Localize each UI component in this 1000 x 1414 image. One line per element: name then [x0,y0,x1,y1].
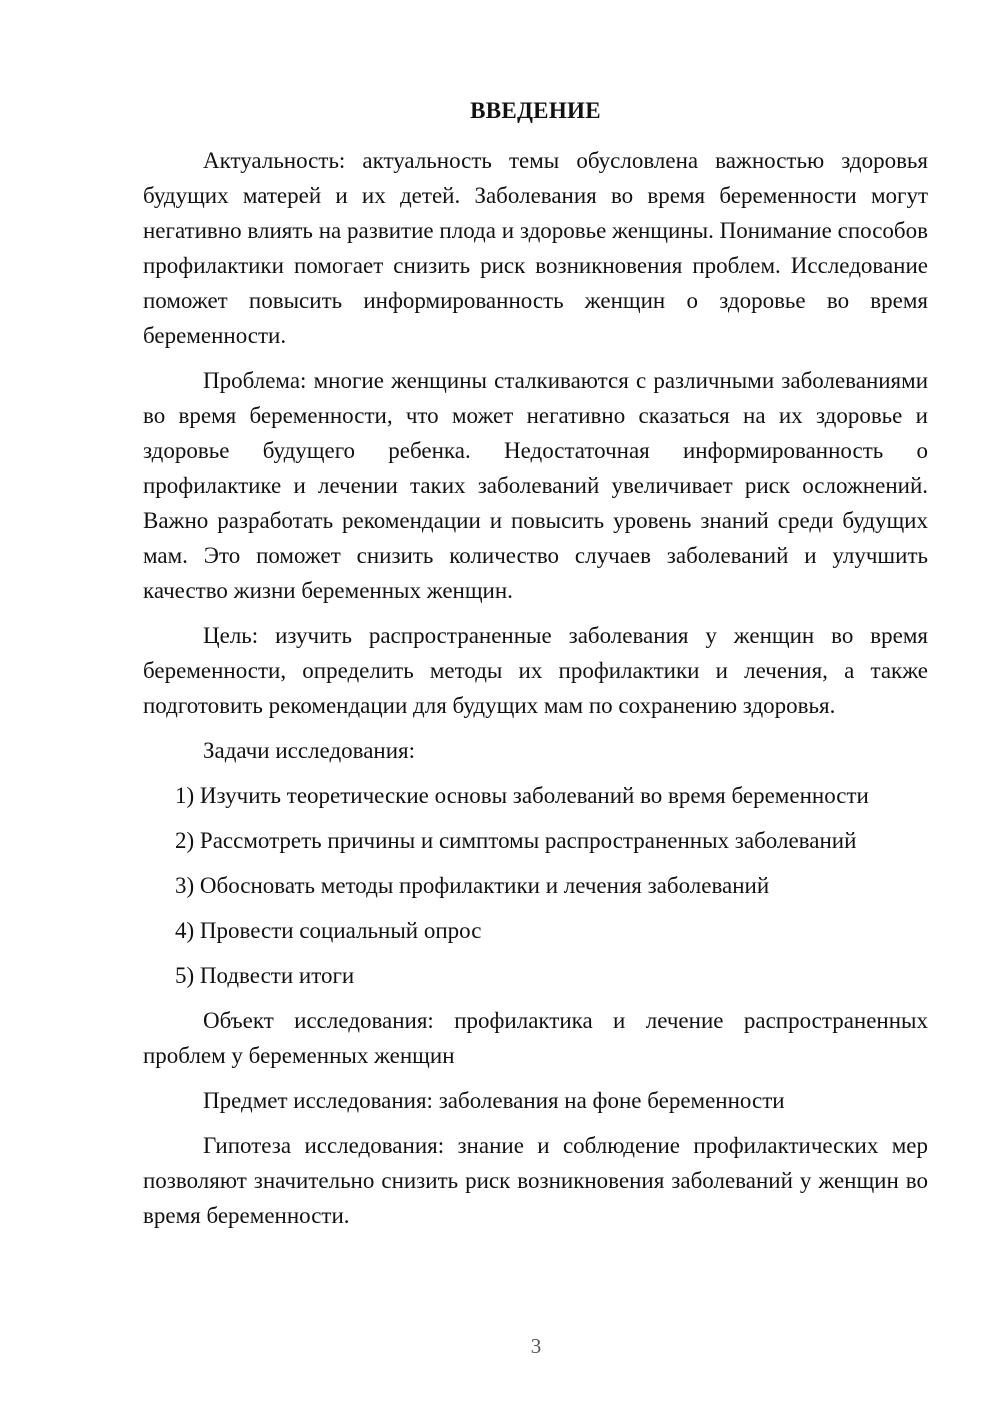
list-item: 5) Подвести итоги [175,963,355,988]
document-body [143,143,928,1243]
section-title: ВВЕДЕНИЕ [470,98,601,123]
subject-paragraph: Предмет исследования: заболевания на фоне беременности [203,1088,785,1113]
list-item: 4) Провести социальный опрос [175,918,482,943]
list-item: 3) Обосновать методы профилактики и лечения заболеваний [175,873,770,898]
hypothesis-paragraph: Гипотеза исследования: знание и соблюдение профилактических мер позволяют значительно снизить риск возникновения заболеваний у женщин во время беременности. [143,1133,928,1228]
list-item: 2) Рассмотреть причины и симптомы распространенных заболеваний [175,828,857,853]
tasks-heading: Задачи исследования: [203,738,416,763]
object-paragraph: Объект исследования: профилактика и лечение распространенных проблем у беременных женщин [143,1008,928,1068]
page-number: 3 [530,1334,542,1358]
list-item: 1) Изучить теоретические основы заболеваний во время беременности [175,783,869,808]
problem-paragraph: Проблема: многие женщины сталкиваются с различными заболеваниями во время беременности, что может негативно сказаться на их здоровье и здоровье будущего ребенка. Недостаточная информированность о профилактике и лечении таких заболеваний увеличивает риск осложнений. Важно разработать рекомендации и повысить уровень знаний среди будущих мам. Это поможет снизить количество случаев заболеваний и улучшить качество жизни беременных женщин. [143,368,928,603]
goal-paragraph: Цель: изучить распространенные заболевания у женщин во время беременности, определить методы их профилактики и лечения, а также подготовить рекомендации для будущих мам по сохранению здоровья. [143,623,928,718]
relevance-paragraph: Актуальность: актуальность темы обусловлена важностью здоровья будущих матерей и их детей. Заболевания во время беременности могут негативно влиять на развитие плода и здоровье женщины. Понимание способов профилактики помогает снизить риск возникновения проблем. Исследование поможет повысить информированность женщин о здоровье во время беременности. [143,148,928,348]
tasks-list [143,778,928,993]
